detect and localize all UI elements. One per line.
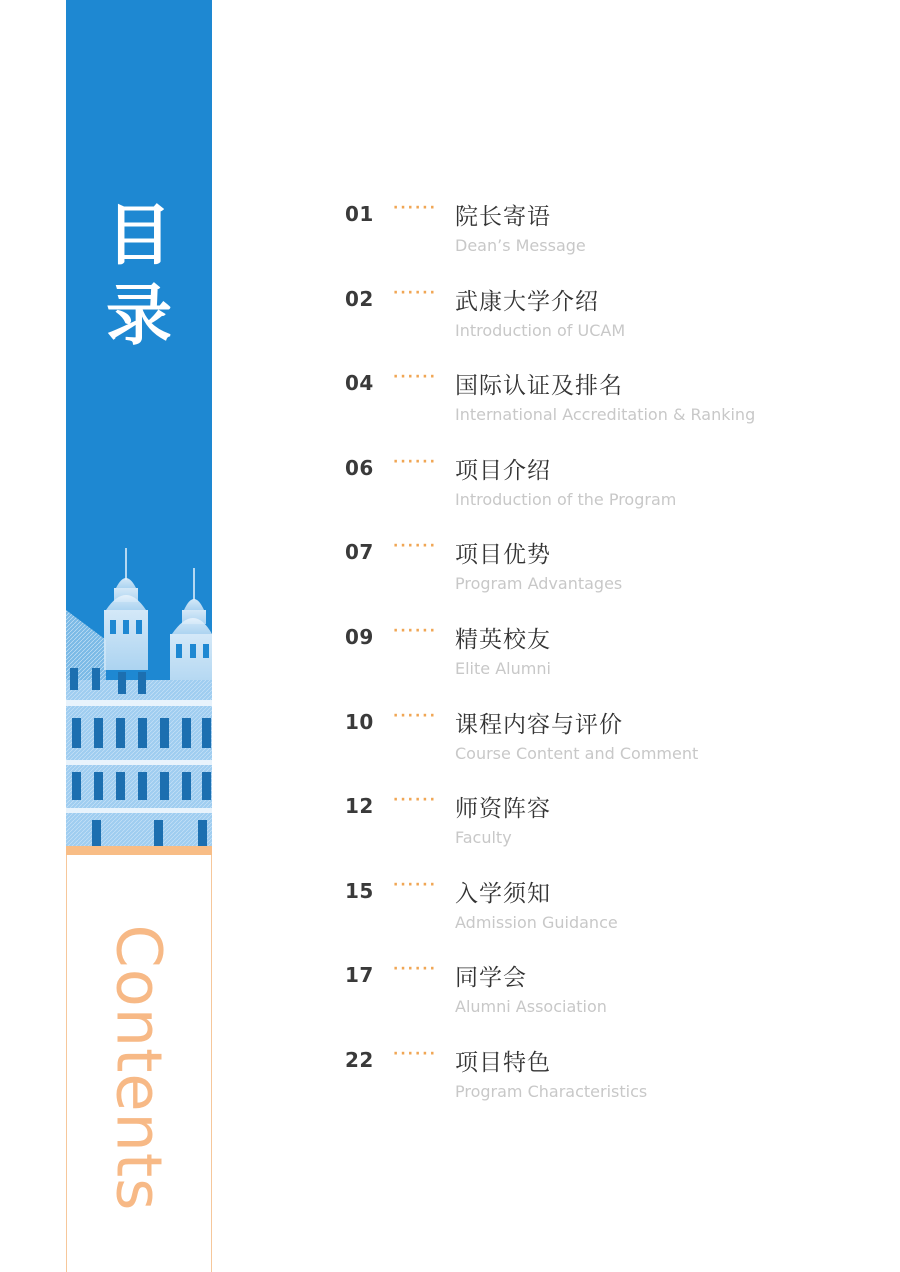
toc-title-en: Elite Alumni xyxy=(455,658,551,678)
toc-dot-leader: ······ xyxy=(393,961,437,978)
toc-item-program-characteristics[interactable] xyxy=(345,1042,865,1127)
toc-title-en: Faculty xyxy=(455,828,512,848)
toc-page-number: 15 xyxy=(345,878,374,903)
toc-dot-leader: ······ xyxy=(393,453,437,470)
toc-title-cn: 师资阵容 xyxy=(455,796,551,823)
orange-divider xyxy=(66,846,212,855)
toc-title-en: Course Content and Comment xyxy=(455,743,699,763)
toc-title-en: Dean’s Message xyxy=(455,236,586,255)
toc-dot-leader: ······ xyxy=(393,200,437,216)
toc-page-number: 17 xyxy=(345,963,374,988)
toc-title-en: Admission Guidance xyxy=(455,912,618,932)
toc-page-number: 01 xyxy=(345,202,374,226)
toc-page-number: 09 xyxy=(345,624,374,649)
toc-item-ucam-intro[interactable] xyxy=(345,281,865,366)
toc-title-en: Alumni Association xyxy=(455,997,607,1017)
toc-dot-leader: ······ xyxy=(393,876,437,893)
blue-panel xyxy=(66,0,212,848)
toc-item-elite-alumni[interactable] xyxy=(345,619,865,704)
university-building-illustration xyxy=(66,540,212,848)
table-of-contents xyxy=(345,196,865,1127)
toc-title-cn: 同学会 xyxy=(455,965,527,992)
toc-title-cn: 入学须知 xyxy=(455,880,551,907)
side-band xyxy=(66,0,212,1272)
toc-title-en: Introduction of UCAM xyxy=(455,320,626,340)
toc-title-en: Introduction of the Program xyxy=(455,489,677,509)
toc-item-program-intro[interactable] xyxy=(345,450,865,535)
toc-page-number: 04 xyxy=(345,371,374,396)
toc-title-cn: 国际认证及排名 xyxy=(455,373,623,400)
toc-dot-leader: ······ xyxy=(393,1045,437,1062)
toc-page-number: 02 xyxy=(345,286,374,311)
toc-page-number: 22 xyxy=(345,1047,374,1072)
toc-title-cn: 院长寄语 xyxy=(455,204,551,230)
title-char-1: 目 xyxy=(106,197,172,274)
toc-page-number: 06 xyxy=(345,455,374,480)
toc-dot-leader: ······ xyxy=(393,369,437,386)
toc-page-number: 07 xyxy=(345,540,374,565)
toc-title-cn: 项目介绍 xyxy=(455,457,551,484)
toc-dot-leader: ······ xyxy=(393,622,437,639)
toc-title-cn: 项目优势 xyxy=(455,542,551,569)
toc-title-cn: 课程内容与评价 xyxy=(455,711,623,738)
toc-title-cn: 武康大学介绍 xyxy=(455,288,599,315)
toc-item-faculty[interactable] xyxy=(345,788,865,873)
toc-item-course-content[interactable] xyxy=(345,704,865,789)
toc-item-admission[interactable] xyxy=(345,873,865,958)
toc-title-en: Program Characteristics xyxy=(455,1081,648,1101)
toc-page-number: 12 xyxy=(345,794,374,819)
toc-title-en: Program Advantages xyxy=(455,574,623,594)
toc-item-dean-message[interactable] xyxy=(345,196,865,281)
toc-title-cn: 精英校友 xyxy=(455,626,551,653)
title-char-2: 录 xyxy=(106,277,172,354)
toc-dot-leader: ······ xyxy=(393,538,437,555)
toc-title-en: International Accreditation & Ranking xyxy=(455,405,756,425)
toc-item-program-advantages[interactable] xyxy=(345,534,865,619)
toc-item-accreditation[interactable] xyxy=(345,365,865,450)
toc-dot-leader: ······ xyxy=(393,792,437,809)
toc-title-cn: 项目特色 xyxy=(455,1049,551,1076)
toc-page-number: 10 xyxy=(345,709,374,734)
toc-dot-leader: ······ xyxy=(393,707,437,724)
contents-vertical-label: Contents xyxy=(102,924,176,1212)
toc-dot-leader: ······ xyxy=(393,284,437,301)
toc-item-alumni-association[interactable] xyxy=(345,957,865,1042)
page-title xyxy=(66,196,212,356)
